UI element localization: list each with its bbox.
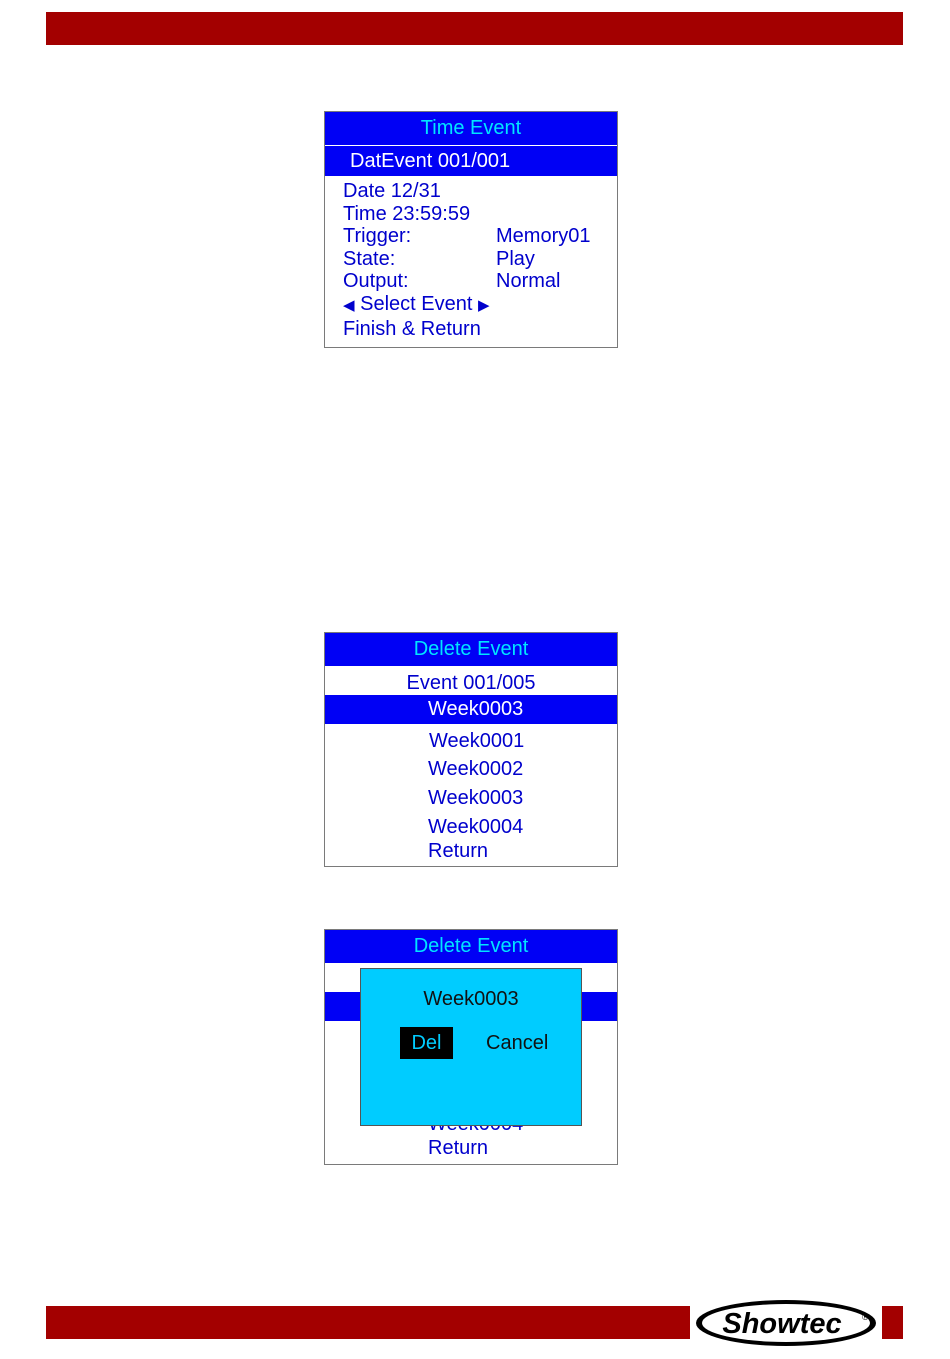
logo-text: Showtec bbox=[722, 1308, 842, 1340]
time-row[interactable]: Time 23:59:59 bbox=[343, 203, 471, 225]
screen-title: Delete Event bbox=[325, 633, 617, 666]
selected-event-item[interactable]: Week0003 bbox=[325, 695, 617, 724]
finish-return-item[interactable]: Finish & Return bbox=[343, 318, 481, 340]
screen-title: Delete Event bbox=[325, 930, 617, 963]
delete-confirm-dialog bbox=[360, 968, 582, 1126]
top-banner bbox=[46, 12, 903, 45]
event-counter: Event 001/005 bbox=[406, 672, 536, 694]
time-event-screen bbox=[324, 111, 618, 348]
list-item[interactable]: Week0004 bbox=[428, 816, 524, 838]
output-label: Output: bbox=[343, 270, 409, 292]
triangle-left-icon[interactable]: ◀ bbox=[343, 297, 355, 314]
list-item[interactable]: Week0001 bbox=[429, 730, 525, 752]
select-event-label: Select Event bbox=[360, 293, 473, 315]
showtec-logo bbox=[694, 1298, 878, 1348]
return-item[interactable]: Return bbox=[428, 840, 489, 862]
del-button[interactable]: Del bbox=[400, 1027, 453, 1059]
date-row[interactable]: Date 12/31 bbox=[343, 180, 441, 202]
cancel-button[interactable]: Cancel bbox=[486, 1032, 549, 1054]
bottom-banner bbox=[46, 1306, 690, 1339]
delete-event-screen bbox=[324, 632, 618, 867]
selected-event-row[interactable]: DatEvent 001/001 bbox=[325, 146, 617, 176]
state-value[interactable]: Play bbox=[496, 248, 535, 270]
state-label: State: bbox=[343, 248, 396, 270]
dialog-title: Week0003 bbox=[423, 988, 519, 1010]
list-item[interactable]: Week0002 bbox=[428, 758, 524, 780]
select-event-control[interactable] bbox=[343, 293, 490, 317]
screen-title: Time Event bbox=[325, 112, 617, 145]
registered-mark: ® bbox=[862, 1312, 869, 1322]
triangle-right-icon[interactable]: ▶ bbox=[477, 297, 490, 314]
return-item[interactable]: Return bbox=[428, 1137, 489, 1159]
trigger-label: Trigger: bbox=[343, 225, 412, 247]
bottom-banner-end bbox=[882, 1306, 903, 1339]
output-value[interactable]: Normal bbox=[496, 270, 561, 292]
list-item[interactable]: Week0003 bbox=[428, 787, 524, 809]
trigger-value[interactable]: Memory01 bbox=[496, 225, 591, 247]
